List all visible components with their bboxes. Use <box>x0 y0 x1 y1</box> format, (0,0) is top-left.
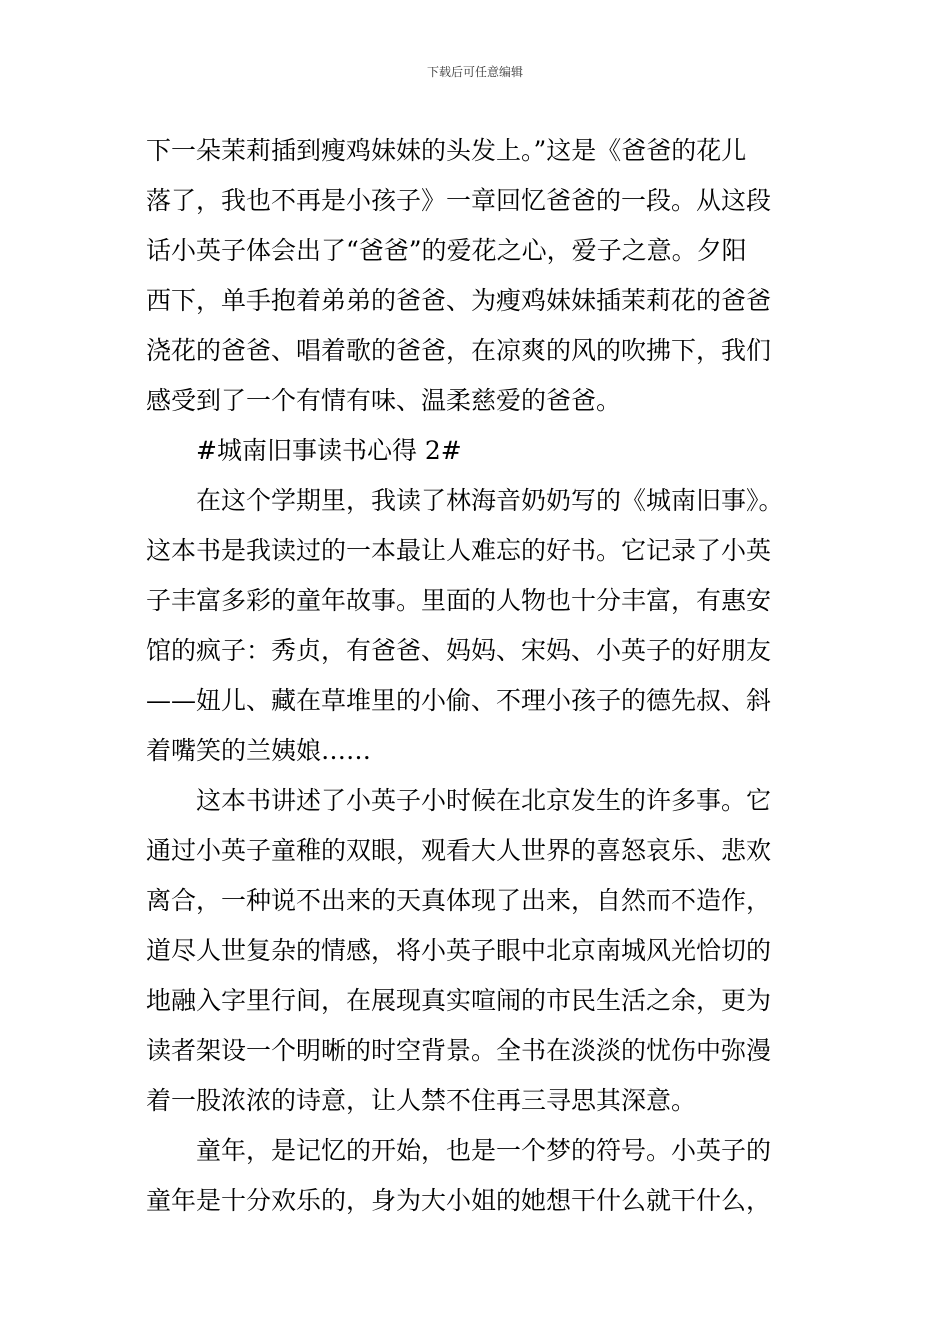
text-line: 地融入字里行间，在展现真实喧闹的市民生活之余，更为 <box>146 986 772 1015</box>
text-line: 读者架设一个明晰的时空背景。全书在淡淡的忧伤中弥漫 <box>146 1036 772 1065</box>
text-line: #城南旧事读书心得 2# <box>196 436 462 465</box>
text-line: 童年是十分欢乐的，身为大小姐的她想干什么就干什么， <box>146 1186 772 1215</box>
text-line: 感受到了一个有情有味、温柔慈爱的爸爸。 <box>146 386 622 415</box>
text-line: 着嘴笑的兰姨娘…… <box>146 736 372 765</box>
text-line: 通过小英子童稚的双眼，观看大人世界的喜怒哀乐、悲欢 <box>146 836 772 865</box>
text-line: 离合，一种说不出来的天真体现了出来，自然而不造作， <box>146 886 772 915</box>
text-line: 西下，单手抱着弟弟的爸爸、为瘦鸡妹妹插茉莉花的爸爸 <box>146 286 772 315</box>
document-body <box>146 126 816 1226</box>
text-line: ——妞儿、藏在草堆里的小偷、不理小孩子的德先叔、斜 <box>146 686 772 715</box>
text-line: 馆的疯子：秀贞，有爸爸、妈妈、宋妈、小英子的好朋友 <box>146 636 772 665</box>
text-line: 在这个学期里，我读了林海音奶奶写的《城南旧事》。 <box>196 486 784 515</box>
text-line: 浇花的爸爸、唱着歌的爸爸，在凉爽的风的吹拂下，我们 <box>146 336 772 365</box>
text-line: 这本书是我读过的一本最让人难忘的好书。它记录了小英 <box>146 536 772 565</box>
text-line: 子丰富多彩的童年故事。里面的人物也十分丰富，有惠安 <box>146 586 772 615</box>
text-line: 童年，是记忆的开始，也是一个梦的符号。小英子的 <box>196 1136 772 1165</box>
text-line: 落了，我也不再是小孩子》一章回忆爸爸的一段。从这段 <box>146 186 772 215</box>
page-header: 下载后可任意编辑 <box>426 65 523 79</box>
text-line: 着一股浓浓的诗意，让人禁不住再三寻思其深意。 <box>146 1086 697 1115</box>
text-line: 话小英子体会出了“爸爸”的爱花之心，爱子之意。夕阳 <box>146 236 747 265</box>
text-line: 道尽人世复杂的情感，将小英子眼中北京南城风光恰切的 <box>146 936 772 965</box>
text-line: 下一朵茉莉插到瘦鸡妹妹的头发上。”这是《爸爸的花儿 <box>146 136 747 165</box>
text-line: 这本书讲述了小英子小时候在北京发生的许多事。它 <box>196 786 772 815</box>
